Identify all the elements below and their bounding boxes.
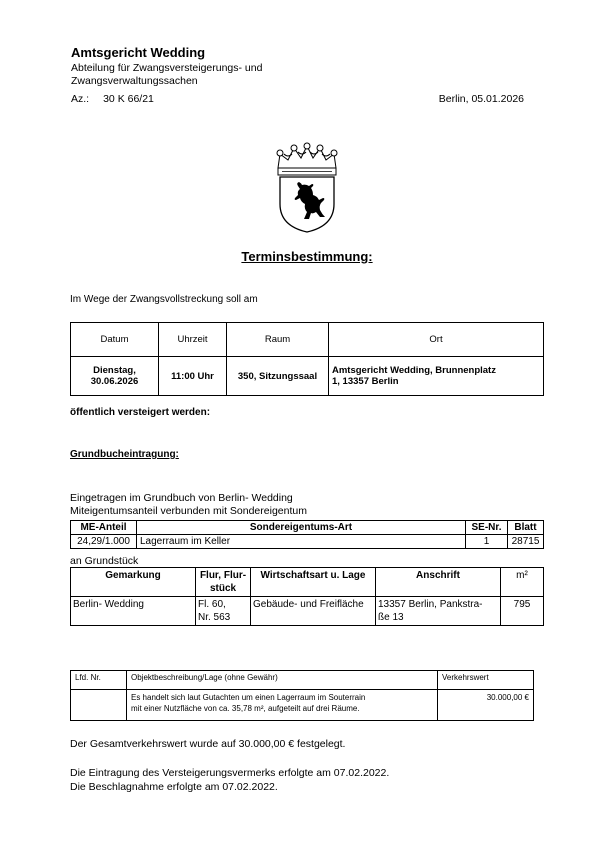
header-line: stück (209, 583, 237, 594)
description-line: Es handelt sich laut Gutachten um einen Lagerraum im Souterrain (131, 693, 366, 702)
total-value-text: Der Gesamtverkehrswert wurde auf 30.000,00 € festgelegt. (70, 738, 346, 750)
object-table (70, 670, 534, 721)
description-cell (127, 690, 438, 721)
date-cell (71, 357, 159, 396)
file-reference (71, 93, 154, 105)
department-line: Zwangsverwaltungssachen (71, 75, 198, 87)
header-cell: Objektbeschreibung/Lage (ohne Gewähr) (127, 671, 438, 690)
table-header-row (71, 323, 544, 357)
department (71, 62, 331, 88)
intro-text: Im Wege der Zwangsvollstreckung soll am (70, 294, 258, 305)
description-line: mit einer Nutzfläche von ca. 35,78 m², aufgeteilt auf drei Räume. (131, 704, 360, 713)
place-cell (329, 357, 544, 396)
address-cell (376, 597, 501, 626)
az-number: 30 K 66/21 (103, 93, 154, 105)
plot-label: an Grundstück (70, 555, 139, 567)
place-date: Berlin, 05.01.2026 (438, 93, 524, 105)
header-line: Flur, Flur- (199, 570, 247, 581)
time-cell: 11:00 Uhr (159, 357, 227, 396)
appointment-table (70, 322, 544, 396)
header-cell: Verkehrswert (438, 671, 534, 690)
seizure-text: Die Beschlagnahme erfolgte am 07.02.2022. (70, 781, 278, 793)
plot-table (70, 567, 544, 626)
department-line: Abteilung für Zwangsversteigerungs- und (71, 62, 263, 74)
sheet-cell: 28715 (508, 535, 544, 549)
table-row (71, 597, 544, 626)
header-cell: m² (501, 568, 544, 597)
header-cell: Uhrzeit (159, 323, 227, 357)
table-row (71, 535, 544, 549)
berlin-coat-of-arms-icon (272, 142, 342, 234)
table-header-row (71, 568, 544, 597)
registration-text: Die Eintragung des Versteigerungsvermerks erfolgte am 07.02.2022. (70, 767, 390, 779)
share-cell: 24,29/1.000 (71, 535, 137, 549)
land-register-line: Eingetragen im Grundbuch von Berlin- Wedding (70, 492, 293, 504)
area-cell: 795 (501, 597, 544, 626)
court-name: Amtsgericht Wedding (71, 45, 206, 60)
land-register-heading: Grundbucheintragung: (70, 449, 179, 460)
document-title: Terminsbestimmung: (241, 249, 373, 264)
header-cell (196, 568, 251, 597)
land-register-line: Miteigentumsanteil verbunden mit Sondereigentum (70, 505, 307, 517)
auction-text: öffentlich versteigert werden: (70, 407, 211, 418)
flur-cell (196, 597, 251, 626)
se-nr-cell: 1 (466, 535, 508, 549)
table-row (71, 357, 544, 396)
date-weekday: Dienstag, (93, 365, 136, 376)
value-cell: 30.000,00 € (438, 690, 534, 721)
room-cell: 350, Sitzungssaal (227, 357, 329, 396)
address-line: ße 13 (378, 612, 404, 623)
header-cell: Raum (227, 323, 329, 357)
land-register-info (70, 492, 307, 518)
type-cell: Lagerraum im Keller (137, 535, 466, 549)
header-cell: Datum (71, 323, 159, 357)
address-line: 13357 Berlin, Pankstra- (378, 599, 483, 610)
gemarkung-cell: Berlin- Wedding (71, 597, 196, 626)
table-header-row (71, 521, 544, 535)
header-cell: Lfd. Nr. (71, 671, 127, 690)
header-cell: Gemarkung (71, 568, 196, 597)
header-cell: Blatt (508, 521, 544, 535)
header-cell: ME-Anteil (71, 521, 137, 535)
table-header-row (71, 671, 534, 690)
az-label: Az.: (71, 93, 90, 105)
number-cell (71, 690, 127, 721)
place-line: Amtsgericht Wedding, Brunnenplatz (332, 365, 496, 376)
date-value: 30.06.2026 (90, 376, 139, 387)
flur-line: Fl. 60, (198, 599, 226, 610)
table-row (71, 690, 534, 721)
footer-notes (70, 766, 389, 794)
place-line: 1, 13357 Berlin (332, 376, 399, 387)
header-cell: SE-Nr. (466, 521, 508, 535)
flur-line: Nr. 563 (198, 612, 231, 623)
usage-cell: Gebäude- und Freifläche (251, 597, 376, 626)
header-cell: Ort (329, 323, 544, 357)
header-cell: Anschrift (376, 568, 501, 597)
ownership-table (70, 520, 544, 549)
header-cell: Wirtschaftsart u. Lage (251, 568, 376, 597)
header-cell: Sondereigentums-Art (137, 521, 466, 535)
